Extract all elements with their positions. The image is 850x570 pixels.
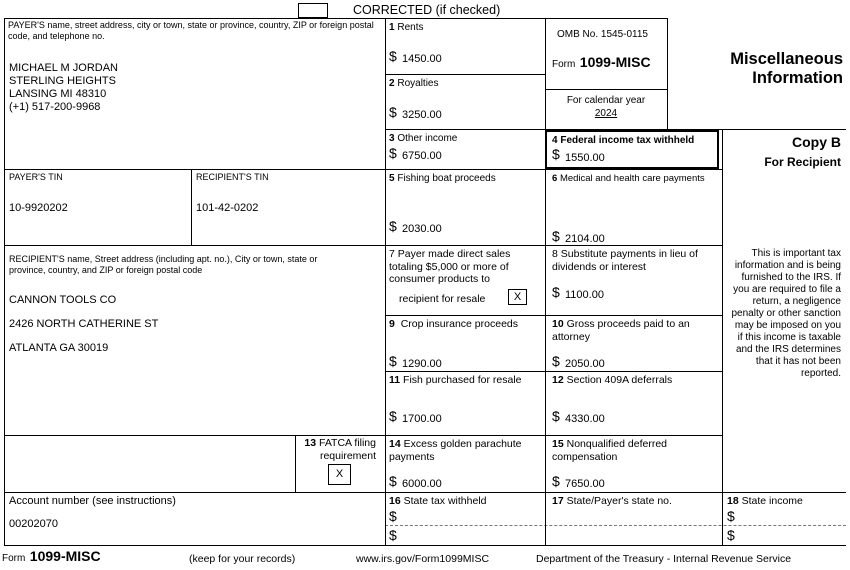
grid-line <box>295 435 296 492</box>
recipient-city: ATLANTA GA 30019 <box>9 342 109 354</box>
payer-tin-label: PAYER'S TIN <box>9 172 63 182</box>
box7-label2: recipient for resale <box>399 293 486 305</box>
box3-amount[interactable]: 6750.00 <box>402 150 442 162</box>
grid-line <box>385 371 722 372</box>
footer-url[interactable]: www.irs.gov/Form1099MISC <box>356 553 490 565</box>
box3-dollar: $ <box>389 145 397 161</box>
footer-keep: (keep for your records) <box>189 553 296 565</box>
box8-amount[interactable]: 1100.00 <box>565 289 604 301</box>
omb-form: Form 1099-MISC <box>552 54 651 70</box>
grid-line <box>4 492 846 493</box>
box3-label: 3 Other income <box>389 133 458 144</box>
box14-label: 14 Excess golden parachute payments <box>389 438 522 463</box>
box13-label: 13 FATCA filing requirement <box>304 437 376 462</box>
box6-label: 6 Medical and health care payments <box>552 173 705 184</box>
box15-amount[interactable]: 7650.00 <box>565 478 605 490</box>
grid-dotted-line <box>385 525 846 526</box>
grid-line <box>385 18 386 545</box>
box4-dollar: $ <box>552 146 560 162</box>
omb-number: OMB No. 1545-0115 <box>557 29 648 40</box>
grid-line <box>667 18 668 129</box>
grid-line <box>4 18 5 545</box>
payer-address-line3: LANSING MI 48310 <box>9 88 107 100</box>
box15-dollar: $ <box>552 473 560 489</box>
box12-dollar: $ <box>552 408 560 424</box>
box13-checkbox[interactable]: X <box>328 464 351 485</box>
calendar-year: 2024 <box>594 108 618 119</box>
box10-dollar: $ <box>552 353 560 369</box>
recipient-name: CANNON TOOLS CO <box>9 294 117 306</box>
box14-dollar: $ <box>389 473 397 489</box>
box5-label: 5 Fishing boat proceeds <box>389 173 496 184</box>
box18-label: 18 State income <box>727 495 803 507</box>
box8-dollar: $ <box>552 284 560 300</box>
box2-dollar: $ <box>389 104 397 120</box>
box9-dollar: $ <box>389 353 397 369</box>
box16-label: 16 State tax withheld <box>389 495 487 507</box>
grid-line <box>545 89 667 90</box>
account-value[interactable]: 00202070 <box>9 518 58 530</box>
recipient-street: 2426 NORTH CATHERINE ST <box>9 318 159 330</box>
for-recipient-label: For Recipient <box>764 155 841 169</box>
payer-address-line2: STERLING HEIGHTS <box>9 75 116 87</box>
box12-amount[interactable]: 4330.00 <box>565 413 605 425</box>
box1-dollar: $ <box>389 48 397 64</box>
grid-line <box>4 245 722 246</box>
corrected-label: CORRECTED (if checked) <box>353 3 501 17</box>
calendar-year-label: For calendar year <box>566 95 646 106</box>
copy-b-label: Copy B <box>792 134 841 150</box>
box14-amount[interactable]: 6000.00 <box>402 478 442 490</box>
corrected-checkbox[interactable] <box>298 3 328 18</box>
box15-label: 15 Nonqualified deferred compensation <box>552 438 668 463</box>
grid-line <box>4 545 846 546</box>
form-title-line1: Miscellaneous <box>730 50 843 68</box>
box5-dollar: $ <box>389 218 397 234</box>
box18-dollar-1: $ <box>727 508 735 524</box>
box10-label: 10 Gross proceeds paid to an attorney <box>552 318 690 343</box>
payer-phone: (+1) 517-200-9968 <box>9 101 101 113</box>
box4-label: 4 Federal income tax withheld <box>552 135 695 146</box>
form-title-line2: Information <box>752 69 843 87</box>
grid-line <box>191 169 192 245</box>
footer-dept: Department of the Treasury - Internal Revenue Service <box>536 553 792 565</box>
box1-amount[interactable]: 1450.00 <box>402 53 442 65</box>
grid-line <box>4 435 722 436</box>
grid-line <box>385 74 545 75</box>
box7-label: 7 Payer made direct sales totaling $5,000 or more of consumer products to <box>389 248 511 285</box>
box12-label: 12 Section 409A deferrals <box>552 374 673 386</box>
footer-form: Form 1099-MISC <box>2 548 101 564</box>
box9-amount[interactable]: 1290.00 <box>402 358 442 370</box>
box16-dollar-1: $ <box>389 508 397 524</box>
box1-label: 1 Rents <box>389 22 424 33</box>
important-notice: This is important tax information and is being furnished to the IRS. If you are required to file a return, a negligence penalty or other sanction may be imposed on you if this income is taxable and the IRS determines that it has not been reported. <box>731 248 841 379</box>
box6-amount[interactable]: 2104.00 <box>565 233 605 245</box>
box17-label: 17 State/Payer's state no. <box>552 495 672 507</box>
box7-checkbox[interactable]: X <box>508 289 527 305</box>
grid-line <box>385 315 722 316</box>
grid-line <box>4 18 667 19</box>
box11-label: 11 Fish purchased for resale <box>389 374 522 386</box>
box4-amount[interactable]: 1550.00 <box>565 152 605 164</box>
box2-amount[interactable]: 3250.00 <box>402 109 442 121</box>
box11-dollar: $ <box>389 408 397 424</box>
account-label: Account number (see instructions) <box>9 495 176 507</box>
box16-dollar-2: $ <box>389 527 397 543</box>
box5-amount[interactable]: 2030.00 <box>402 223 442 235</box>
recipient-label: RECIPIENT'S name, Street address (including apt. no.), City or town, state or province, country, and ZIP or foreign postal code <box>9 254 318 275</box>
payer-tin-value[interactable]: 10-9920202 <box>9 202 68 214</box>
payer-label: PAYER'S name, street address, city or town, state or province, country, ZIP or foreign postal code, and telephone no. <box>8 20 374 41</box>
box2-label: 2 Royalties <box>389 78 439 89</box>
box10-amount[interactable]: 2050.00 <box>565 358 605 370</box>
recipient-tin-label: RECIPIENT'S TIN <box>196 172 269 182</box>
grid-line <box>722 129 723 545</box>
box9-label: 9 Crop insurance proceeds <box>389 318 519 330</box>
box6-dollar: $ <box>552 228 560 244</box>
grid-line <box>4 169 722 170</box>
recipient-tin-value[interactable]: 101-42-0202 <box>196 202 259 214</box>
payer-name: MICHAEL M JORDAN <box>9 62 118 74</box>
box11-amount[interactable]: 1700.00 <box>402 413 442 425</box>
box8-label: 8 Substitute payments in lieu of dividends or interest <box>552 248 698 273</box>
box18-dollar-2: $ <box>727 527 735 543</box>
